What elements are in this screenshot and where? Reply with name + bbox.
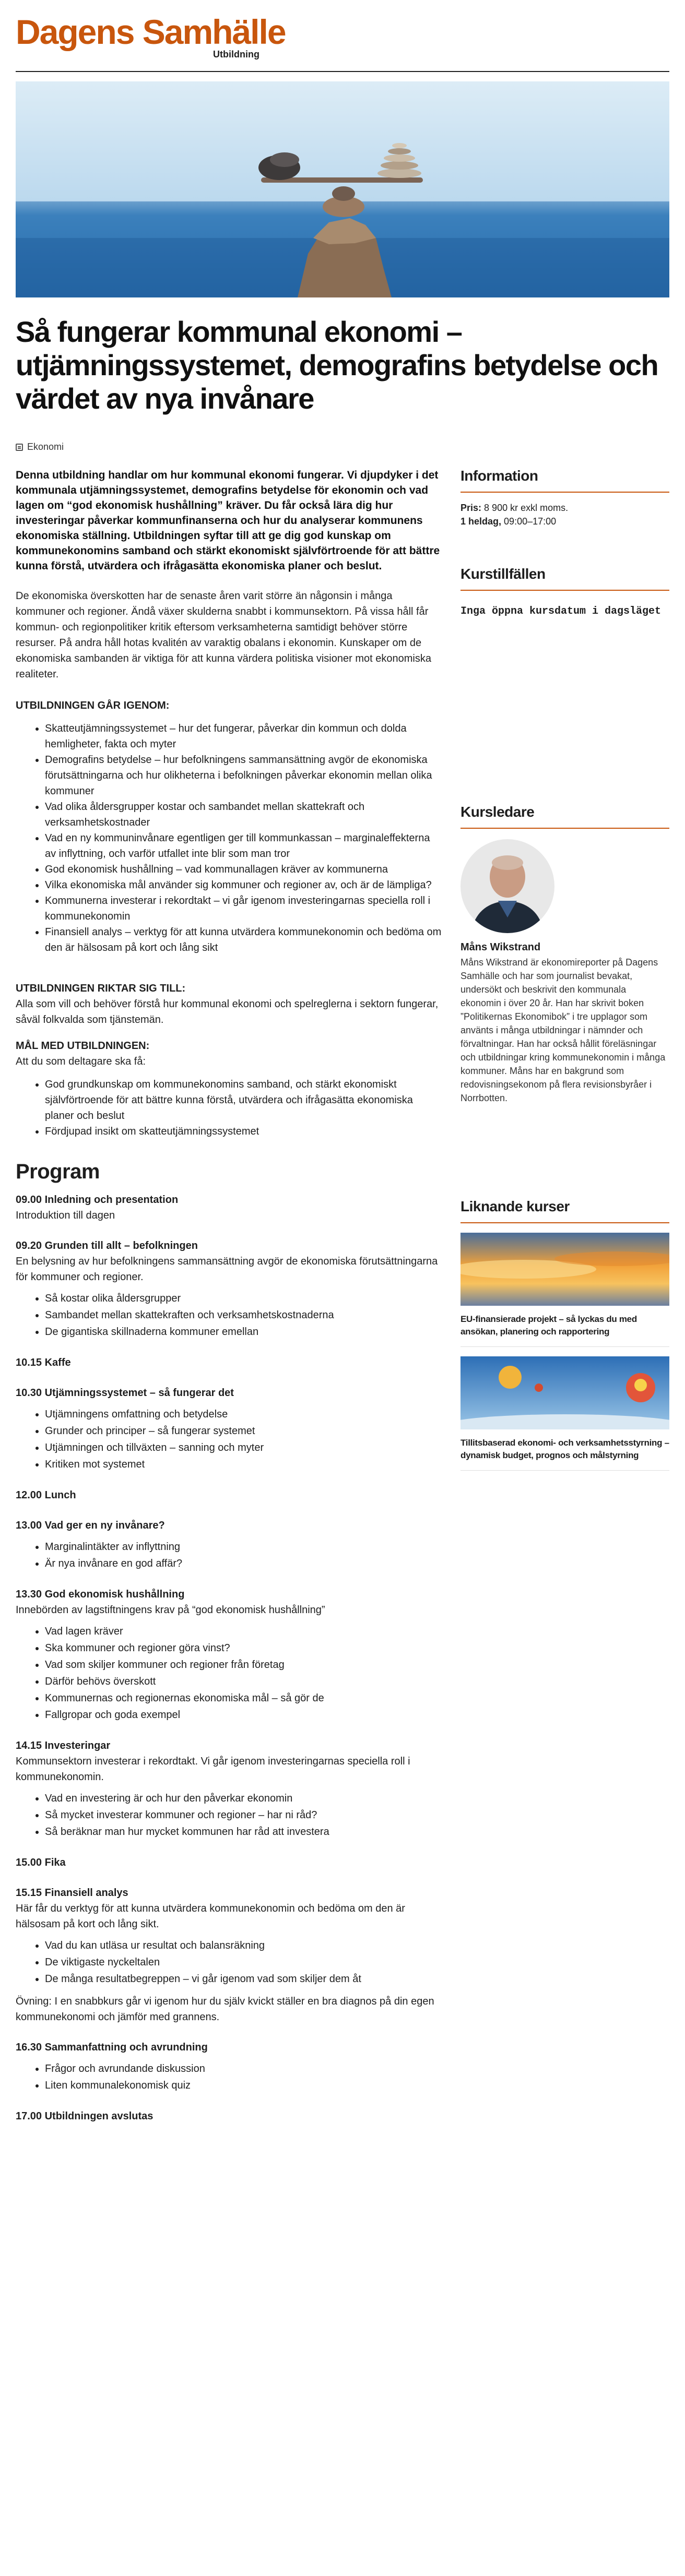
program-description: Innebörden av lagstiftningens krav på “god ekonomisk hushållning” [16, 1604, 325, 1616]
list-item: • Så mycket investerar kommuner och regioner – har ni råd? [45, 1807, 444, 1823]
list-item: • Därför behövs överskott [45, 1673, 444, 1690]
folder-icon [16, 444, 23, 451]
list-item: • Vad lagen kräver [45, 1623, 444, 1640]
similar-courses [460, 1198, 669, 1471]
avatar [460, 839, 554, 933]
price-line [460, 501, 669, 515]
program-time-title: 13.00 Vad ger en ny invånare? [16, 1520, 165, 1531]
program-time-title: 09.20 Grunden till allt – befolkningen [16, 1240, 198, 1251]
program-bullets [16, 1623, 444, 1723]
goals-list [16, 1077, 444, 1139]
list-item: • Vad som skiljer kommuner och regioner från företag [45, 1656, 444, 1673]
leader-bio: Måns Wikstrand är ekonomireporter på Dagens Samhälle och har som journalist bevakat, undersökt och beskrivit den kommunala ekonomin i över 20 år. Han har skrivit boken ”Politikernas Ekonomibok” i tre upplagor som använts i många utbildningar i nämnder och förvaltningar. Han har också hållit föreläsningar och utbildningar kring kommunekonomin i många kommuner. Måns har en bakgrund som redovisningsekonom på flera revisionsbyråer i Norrbotten. [460, 957, 666, 1103]
program-description: Här får du verktyg för att kunna utvärdera kommunekonomin och bedöma om den är hälsosam på kort och lång sikt. [16, 1903, 405, 1930]
program-item [16, 1738, 444, 1840]
program-description: Kommunsektorn investerar i rekordtakt. Vi går igenom investeringarnas speciella roll i kommunekonomin. [16, 1756, 410, 1783]
list-item: • Frågor och avrundande diskussion [45, 2060, 444, 2077]
audience-text: Alla som vill och behöver förstå hur kommunal ekonomi och spelreglerna i sektorn fungerar, såväl folkvalda som tjänstemän. [16, 998, 439, 1025]
program-item [16, 1518, 444, 1572]
program-item [16, 1355, 444, 1370]
program-item [16, 1487, 444, 1503]
leader-name: Måns Wikstrand [460, 941, 541, 953]
program-description: En belysning av hur befolkningens sammansättning avgör de ekonomiska förutsättningarna för kommuner och regioner. [16, 1256, 438, 1283]
course-card[interactable] [460, 1356, 669, 1471]
duration-line [460, 515, 669, 528]
list-item: • Är nya invånare en god affär? [45, 1555, 444, 1572]
program-bullets [16, 1937, 444, 1987]
list-item: • De viktigaste nyckeltalen [45, 1954, 444, 1971]
category-label: Ekonomi [27, 442, 64, 452]
list-item: • Finansiell analys – verktyg för att kunna utvärdera kommunekonomin och bedöma om den är hälsosam på kort och lång sikt [45, 924, 444, 956]
goals-intro: Att du som deltagare ska få: [16, 1056, 146, 1067]
list-item: • Vad du kan utläsa ur resultat och balansräkning [45, 1937, 444, 1954]
list-item: • Skatteutjämningssystemet – hur det fungerar, påverkar din kommun och dolda hemligheter, fakta och myter [45, 721, 444, 752]
intro-paragraph: De ekonomiska överskotten har de senaste åren varit större än någonsin i många kommuner och regioner. Ändå växer skulderna snabbt i kommunsektorn. På vissa håll får kommun- och regionpolitiker kritik eftersom verksamheterna samtidigt behöver större resurser. På andra håll hotas kvalitén av varaktig obalans i ekonomin. Kunskaper om de ekonomiska sambanden är viktiga för att kunna värdera politiska visioner mot ekonomiska realiteter. [16, 590, 431, 680]
duration-value: 09:00–17:00 [504, 516, 557, 527]
list-item: • Fördjupad insikt om skatteutjämningssystemet [45, 1124, 444, 1139]
program-bullets [16, 1539, 444, 1572]
list-item: • Sambandet mellan skattekraften och verksamhetskostnaderna [45, 1307, 444, 1323]
program-item [16, 1385, 444, 1473]
similar-title: Liknande kurser [460, 1198, 669, 1223]
program-item [16, 1238, 444, 1340]
program-time-title: 10.30 Utjämningssystemet – så fungerar det [16, 1387, 234, 1399]
main-content [16, 468, 444, 2139]
program-time-title: 15.15 Finansiell analys [16, 1887, 128, 1899]
course-thumbnail[interactable] [460, 1233, 669, 1306]
list-item: • Grunder och principer – så fungerar systemet [45, 1423, 444, 1439]
topics-heading: UTBILDNINGEN GÅR IGENOM: [16, 700, 170, 711]
list-item: • Vad en investering är och hur den påverkar ekonomin [45, 1790, 444, 1807]
site-header [16, 13, 669, 72]
program-time-title: 13.30 God ekonomisk hushållning [16, 1589, 185, 1600]
list-item: • God ekonomisk hushållning – vad kommunallagen kräver av kommunerna [45, 862, 444, 877]
category-tag[interactable] [16, 442, 64, 452]
list-item: • God grundkunskap om kommunekonomins samband, och stärkt ekonomiskt självförtroende för att bättre kunna förstå, utvärdera och ifrågasätta ekonomiska planer och beslut [45, 1077, 444, 1124]
course-title[interactable]: Tillitsbaserad ekonomi- och verksamhetsstyrning – dynamisk budget, prognos och målstyrning [460, 1437, 669, 1471]
program-bullets [16, 1406, 444, 1473]
site-logo[interactable]: Dagens Samhälle [16, 13, 286, 51]
lead-paragraph: Denna utbildning handlar om hur kommunal ekonomi fungerar. Vi djupdyker i det kommunala utjämningssystemet, demografins betydelse för ekonomin och vad lagen om “god ekonomisk hushållning” kräver. Du får också lära dig hur investeringar påverkar kommunfinanserna och hur du analyserar kommunens ekonomiska ställning. Utbildningen syftar till att ge dig god kunskap om kommunekonomins samband och stärkt ekonomiskt självförtroende för att bättre kunna förstå, utvärdera och ifrågasätta ekonomiska planer och beslut. [16, 469, 440, 572]
dates-title: Kurstillfällen [460, 566, 669, 591]
dates-box [460, 566, 669, 617]
list-item: • Kommunernas och regionernas ekonomiska mål – så gör de [45, 1690, 444, 1707]
program-time-title: 14.15 Investeringar [16, 1740, 111, 1751]
duration-label: 1 heldag, [460, 516, 502, 527]
info-box [460, 468, 669, 528]
program-list [16, 1192, 444, 2124]
list-item: • Utjämningen och tillväxten – sanning och myter [45, 1439, 444, 1456]
list-item: • Vad olika åldersgrupper kostar och sambandet mellan skattekraft och verksamhetskostnader [45, 799, 444, 830]
leader-box [460, 804, 669, 1105]
list-item: • Vilka ekonomiska mål använder sig kommuner och regioner av, och är de lämpliga? [45, 877, 444, 893]
program-title: Program [16, 1160, 100, 1183]
program-item [16, 1855, 444, 1870]
program-item [16, 1587, 444, 1723]
list-item: • Liten kommunalekonomisk quiz [45, 2077, 444, 2094]
price-value: 8 900 kr exkl moms. [484, 503, 569, 513]
audience-heading: UTBILDNINGEN RIKTAR SIG TILL: [16, 983, 186, 994]
list-item: • Utjämningens omfattning och betydelse [45, 1406, 444, 1423]
program-bullets [16, 1290, 444, 1340]
program-time-title: 09.00 Inledning och presentation [16, 1194, 179, 1206]
list-item: • Så beräknar man hur mycket kommunen har råd att investera [45, 1823, 444, 1840]
list-item: • Demografins betydelse – hur befolkningens sammansättning avgör de ekonomiska förutsättningarna och hur olikheterna i befolkningen påverkar ekonomin mellan olika kommuner [45, 752, 444, 799]
course-thumbnail[interactable] [460, 1356, 669, 1429]
list-item: • Ska kommuner och regioner göra vinst? [45, 1640, 444, 1656]
program-time-title: 16.30 Sammanfattning och avrundning [16, 2042, 208, 2053]
list-item: • Kommunerna investerar i rekordtakt – vi går igenom investeringarnas speciella roll i kommunekonomin [45, 893, 444, 924]
list-item: • Marginalintäkter av inflyttning [45, 1539, 444, 1555]
program-description: Introduktion till dagen [16, 1210, 115, 1221]
list-item: • De gigantiska skillnaderna kommuner emellan [45, 1323, 444, 1340]
dates-empty-message: Inga öppna kursdatum i dagsläget [460, 605, 662, 617]
topics-list [16, 721, 444, 956]
program-item [16, 1885, 444, 2025]
info-title: Information [460, 468, 669, 493]
program-bullets [16, 1790, 444, 1840]
program-time-title: 10.15 Kaffe [16, 1357, 71, 1368]
course-card[interactable] [460, 1233, 669, 1347]
list-item: • De många resultatbegreppen – vi går igenom vad som skiljer dem åt [45, 1971, 444, 1987]
program-exercise: Övning: I en snabbkurs går vi igenom hur du själv kvickt ställer en bra diagnos på din egen kommunekonomi och jämför med grannens. [16, 1996, 434, 2023]
program-time-title: 12.00 Lunch [16, 1489, 76, 1501]
program-bullets [16, 2060, 444, 2094]
list-item: • Kritiken mot systemet [45, 1456, 444, 1473]
goals-heading: MÅL MED UTBILDNINGEN: [16, 1040, 150, 1052]
price-label: Pris: [460, 503, 482, 513]
list-item: • Vad en ny kommuninvånare egentligen ger till kommunkassan – marginaleffekterna av inflyttning, och varför utfallet inte blir som man tror [45, 830, 444, 862]
program-item [16, 2108, 444, 2124]
course-title[interactable]: EU-finansierade projekt – så lyckas du med ansökan, planering och rapportering [460, 1313, 669, 1347]
program-item [16, 2040, 444, 2094]
hero-image [16, 81, 669, 297]
list-item: • Fallgropar och goda exempel [45, 1707, 444, 1723]
page-title: Så fungerar kommunal ekonomi – utjämningssystemet, demografins betydelse och värdet av nya invånare [16, 315, 658, 415]
program-item [16, 1192, 444, 1223]
leader-title: Kursledare [460, 804, 669, 829]
program-time-title: 15.00 Fika [16, 1857, 66, 1868]
list-item: • Så kostar olika åldersgrupper [45, 1290, 444, 1307]
logo-subtitle: Utbildning [213, 49, 259, 59]
program-time-title: 17.00 Utbildningen avslutas [16, 2110, 153, 2122]
